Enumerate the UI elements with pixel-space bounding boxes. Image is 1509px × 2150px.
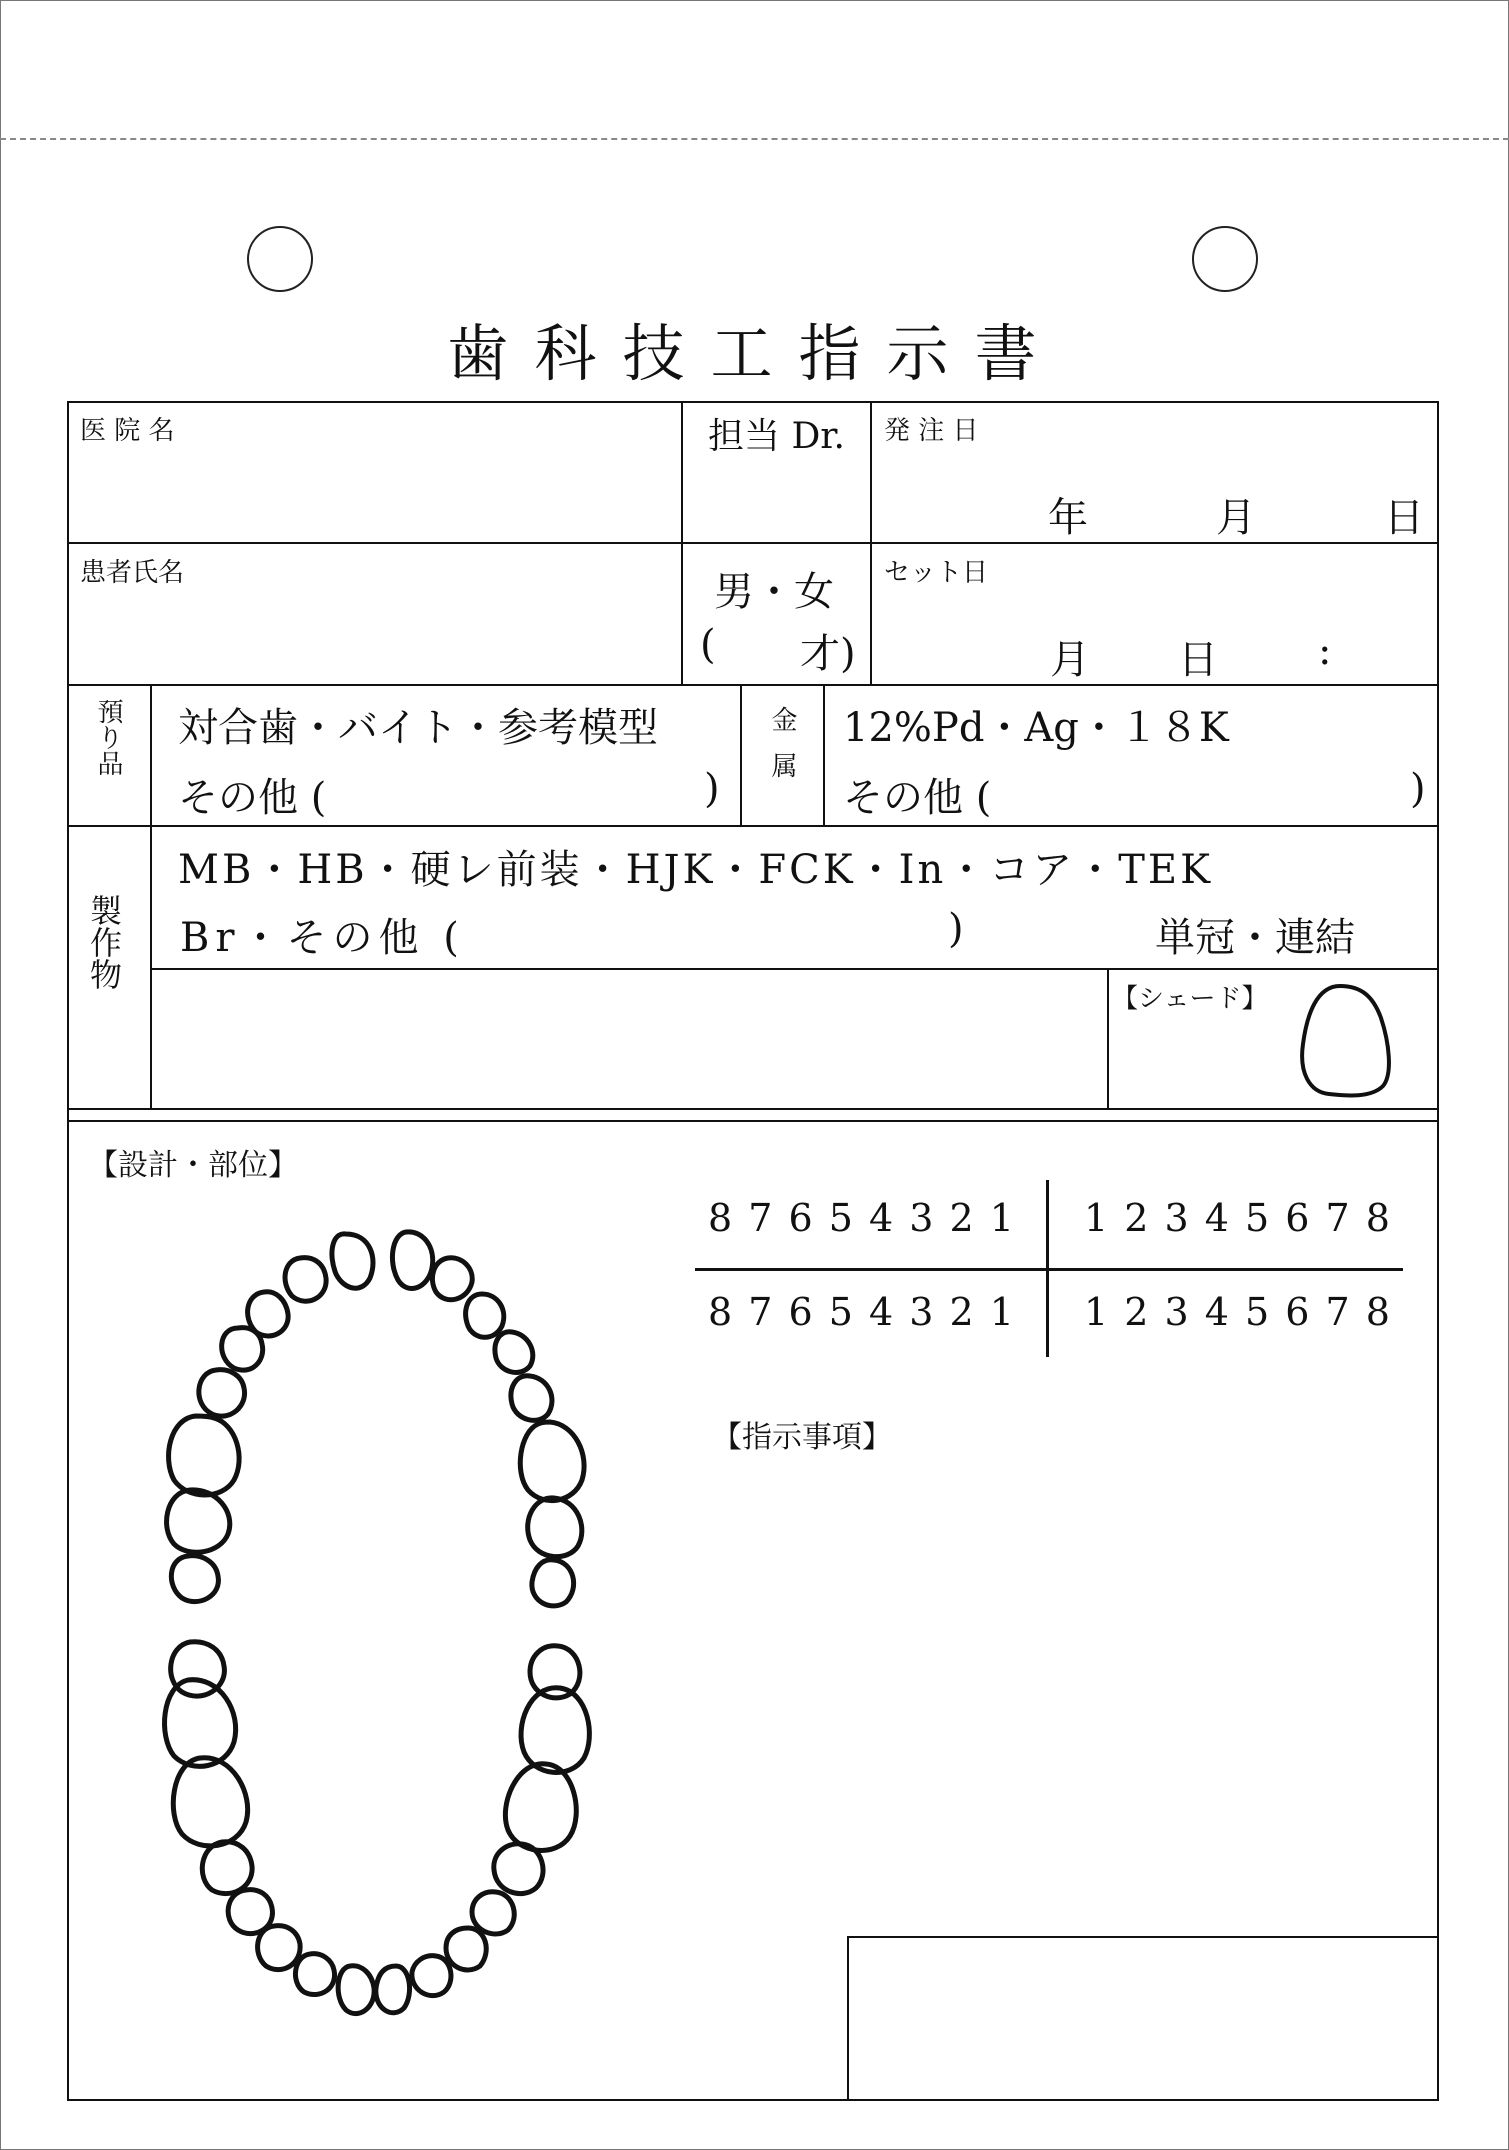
- metal-label: 金属: [767, 706, 797, 798]
- age-open-paren: (: [700, 622, 716, 668]
- set-date-label: セット日: [884, 558, 989, 588]
- order-date-label: 発 注 日: [884, 416, 979, 446]
- lower-tooth-2l: [412, 1956, 451, 1996]
- clinic-name-label: 医 院 名: [80, 416, 175, 446]
- rule-product-split: [150, 968, 1439, 970]
- product-other-close: ): [948, 906, 964, 952]
- punch-hole-left: [247, 226, 313, 292]
- lower-tooth-3r: [258, 1926, 301, 1970]
- set-time-colon: :: [1318, 628, 1332, 674]
- rule-col-date: [870, 401, 872, 684]
- tooth-chart-v-divider: [1046, 1180, 1049, 1357]
- page-title: 歯科技工指示書: [446, 317, 1063, 390]
- upper-tooth-7r: [167, 1490, 230, 1552]
- rule-row3: [67, 825, 1439, 827]
- upper-tooth-6l: [520, 1422, 584, 1501]
- metal-items[interactable]: 12%Pd・Ag・１８K: [843, 705, 1229, 751]
- product-options-line1[interactable]: MB・HB・硬レ前装・HJK・FCK・In・コア・TEK: [178, 847, 1213, 893]
- product-label: 製作物: [85, 894, 123, 990]
- lower-tooth-1l: [376, 1966, 410, 2013]
- rule-shade-left: [1107, 968, 1109, 1108]
- lower-tooth-2r: [295, 1954, 334, 1995]
- lower-tooth-1r: [338, 1966, 374, 2014]
- rule-row2: [67, 684, 1439, 686]
- product-options-line2[interactable]: Br・その他 (: [180, 915, 465, 961]
- doctor-label: 担当 Dr.: [708, 416, 846, 457]
- upper-tooth-2l: [432, 1258, 472, 1300]
- tooth-upper-right[interactable]: 8 7 6 5 4 3 2 1: [708, 1196, 1016, 1240]
- upper-tooth-5l: [511, 1376, 552, 1421]
- patient-name-label: 患者氏名: [80, 558, 185, 588]
- instructions-label: 【指示事項】: [712, 1420, 892, 1455]
- lower-tooth-4l: [472, 1892, 514, 1934]
- metal-other-close: ): [1410, 766, 1426, 812]
- order-year: 年: [1048, 495, 1088, 541]
- lower-tooth-3l: [446, 1928, 486, 1970]
- instructions-field[interactable]: [712, 1460, 1412, 1930]
- upper-tooth-4r: [222, 1328, 263, 1371]
- metal-other[interactable]: その他 (: [843, 775, 992, 821]
- set-month: 月: [1050, 637, 1090, 683]
- order-month: 月: [1216, 495, 1256, 541]
- patient-name-field[interactable]: [75, 595, 675, 680]
- upper-tooth-1l: [392, 1232, 432, 1289]
- upper-tooth-2r: [285, 1258, 326, 1302]
- lower-tooth-5r: [202, 1842, 252, 1894]
- shade-tooth-icon: [1295, 980, 1395, 1102]
- rule-metal-right: [823, 684, 825, 825]
- deposit-items[interactable]: 対合歯・バイト・参考模型: [178, 705, 658, 751]
- shade-label: 【シェード】: [1112, 984, 1268, 1014]
- age-unit: 才): [800, 631, 856, 677]
- product-notes-field[interactable]: [155, 972, 1100, 1104]
- clinic-name-field[interactable]: [75, 450, 675, 535]
- lower-tooth-6l: [505, 1764, 576, 1851]
- set-day: 日: [1178, 637, 1218, 683]
- upper-tooth-5r: [199, 1370, 245, 1416]
- deposit-label: 預り品: [93, 698, 123, 776]
- lower-tooth-7r: [165, 1680, 236, 1767]
- upper-tooth-6r: [169, 1416, 240, 1495]
- lower-tooth-7l: [521, 1688, 589, 1773]
- upper-tooth-8l: [532, 1560, 574, 1606]
- tear-line: [0, 138, 1509, 140]
- stamp-box[interactable]: [847, 1936, 1439, 2101]
- dental-arch-diagram: [160, 1210, 660, 2040]
- design-label: 【設計・部位】: [88, 1148, 298, 1183]
- tooth-chart-h-divider: [695, 1268, 1403, 1271]
- rule-col-dr: [681, 401, 683, 684]
- upper-tooth-3l: [466, 1294, 504, 1337]
- rule-product-label: [150, 825, 152, 1108]
- punch-hole-right: [1192, 226, 1258, 292]
- tooth-lower-right[interactable]: 8 7 6 5 4 3 2 1: [708, 1290, 1016, 1334]
- upper-tooth-8r: [171, 1556, 218, 1602]
- tooth-upper-left[interactable]: 1 2 3 4 5 6 7 8: [1084, 1196, 1392, 1240]
- rule-design-top-b: [67, 1120, 1439, 1122]
- upper-tooth-4l: [495, 1332, 533, 1373]
- rule-design-top-a: [67, 1108, 1439, 1110]
- tooth-lower-left[interactable]: 1 2 3 4 5 6 7 8: [1084, 1290, 1392, 1334]
- crown-type-options[interactable]: 単冠・連結: [1155, 915, 1355, 961]
- rule-metal-left: [740, 684, 742, 825]
- lower-tooth-5l: [494, 1844, 543, 1894]
- gender-option[interactable]: 男・女: [714, 569, 834, 615]
- deposit-other-close: ): [704, 766, 720, 812]
- upper-tooth-1r: [332, 1234, 373, 1288]
- deposit-other[interactable]: その他 (: [178, 775, 327, 821]
- lower-tooth-6r: [173, 1758, 247, 1846]
- rule-deposit-label: [150, 684, 152, 825]
- upper-tooth-7l: [528, 1498, 582, 1557]
- order-day: 日: [1384, 495, 1424, 541]
